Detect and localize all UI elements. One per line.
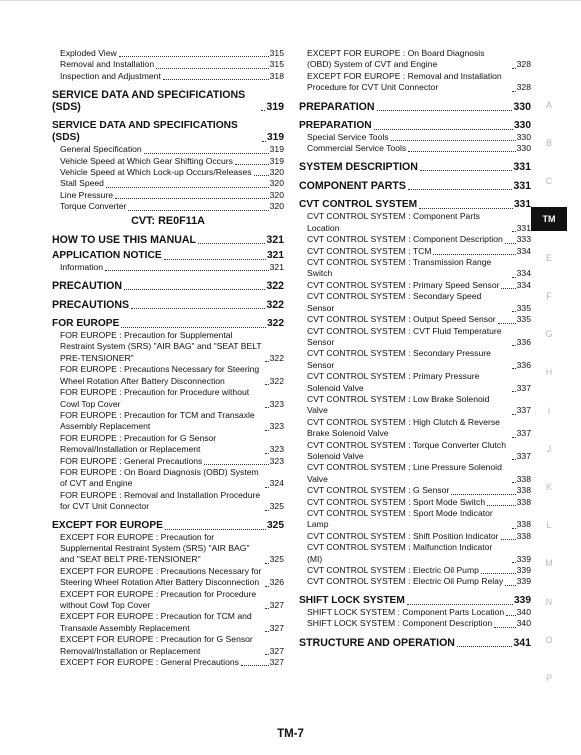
toc-entry-title: EXCEPT FOR EUROPE : Precaution for G Sensor Removal/Installation or Replacement xyxy=(60,634,253,656)
toc-entry-title: EXCEPT FOR EUROPE : Precaution for Procedure without Cowl Top Cover xyxy=(60,588,257,610)
toc-heading[interactable] xyxy=(299,180,531,192)
toc-entry-title: Commercial Service Tools xyxy=(307,143,407,154)
toc-page-number: 330 xyxy=(516,143,531,154)
toc-entry[interactable] xyxy=(299,348,531,371)
toc-entry-title: CVT CONTROL SYSTEM xyxy=(299,199,418,211)
toc-entry[interactable] xyxy=(299,565,531,576)
toc-entry-title: CVT CONTROL SYSTEM : High Clutch & Reverse Brake Solenoid Valve xyxy=(307,416,500,439)
toc-entry[interactable] xyxy=(299,462,531,485)
toc-left-column xyxy=(52,48,284,668)
toc-entry-title: Removal and Installation xyxy=(60,59,155,70)
toc-entry[interactable] xyxy=(52,262,284,273)
toc-page-number: 322 xyxy=(267,318,284,330)
toc-page-number: 324 xyxy=(269,478,284,489)
spacer xyxy=(299,588,531,595)
dot-leader xyxy=(128,210,268,211)
toc-heading[interactable] xyxy=(52,280,284,292)
toc-page-number: 319 xyxy=(266,101,284,114)
dot-leader xyxy=(156,68,269,69)
toc-entry[interactable] xyxy=(299,618,531,629)
toc-entry-title: FOR EUROPE : On Board Diagnosis (OBD) System of CVT and Engine xyxy=(60,466,259,489)
toc-entry-title: Information xyxy=(60,261,103,272)
toc-heading[interactable] xyxy=(52,250,284,262)
dot-leader xyxy=(265,586,269,587)
toc-entry-title: EXCEPT FOR EUROPE : On Board Diagnosis (OBD) System of CVT and Engine xyxy=(307,48,485,70)
toc-page-number: 321 xyxy=(266,233,284,246)
toc-entry-title: SHIFT LOCK SYSTEM xyxy=(299,594,405,606)
toc-entry[interactable] xyxy=(299,280,531,291)
toc-entry-title: CVT CONTROL SYSTEM : Sport Mode Switch xyxy=(307,496,486,507)
toc-page-number: 338 xyxy=(516,485,531,496)
toc-heading[interactable] xyxy=(52,299,284,311)
spacer xyxy=(52,311,284,318)
dot-leader xyxy=(265,608,269,609)
dot-leader xyxy=(265,384,269,385)
toc-entry-title: Inspection and Adjustment xyxy=(60,70,161,81)
toc-entry[interactable] xyxy=(299,71,531,94)
toc-page-number: 337 xyxy=(516,450,531,461)
toc-entry[interactable] xyxy=(52,201,284,212)
toc-entry-title: APPLICATION NOTICE xyxy=(52,249,162,261)
dot-leader xyxy=(124,289,265,290)
section-tab-m[interactable]: M xyxy=(545,558,553,569)
manual-section-title: CVT: RE0F11A xyxy=(131,214,205,227)
toc-right-column xyxy=(299,48,531,649)
toc-entry-title: FOR EUROPE : Precaution for Supplemental Restraint System (SRS) "AIR BAG" and "SEAT BELT PRE-TENSIONER" xyxy=(60,330,262,363)
toc-page-number: 327 xyxy=(269,645,284,656)
dot-leader xyxy=(505,243,516,244)
section-tab-g[interactable]: G xyxy=(545,329,553,340)
dot-leader xyxy=(512,231,516,232)
toc-entry-title: EXCEPT FOR EUROPE : Precaution for Supplemental Restraint System (SRS) "AIR BAG" and "SEAT BELT PRE-TENSIONER" xyxy=(60,531,250,565)
toc-page-number: 341 xyxy=(513,636,531,649)
toc-heading[interactable] xyxy=(52,120,284,144)
toc-entry-title: CVT CONTROL SYSTEM : Sport Mode Indicator Lamp xyxy=(307,508,493,530)
toc-heading[interactable] xyxy=(299,637,531,649)
toc-entry[interactable] xyxy=(52,611,284,634)
toc-page-number: 320 xyxy=(269,201,284,212)
toc-page-number: 320 xyxy=(269,167,284,178)
toc-heading[interactable] xyxy=(299,161,531,173)
toc-entry-title: FOR EUROPE : Precaution for TCM and Transaxle Assembly Replacement xyxy=(60,409,255,432)
toc-entry-title: PRECAUTIONS xyxy=(52,299,130,312)
dot-leader xyxy=(481,573,516,574)
toc-page-number: 334 xyxy=(516,245,531,256)
toc-entry[interactable] xyxy=(52,156,284,167)
toc-entry[interactable] xyxy=(299,132,531,143)
dot-leader xyxy=(408,189,512,190)
section-tab-f[interactable]: F xyxy=(546,291,552,301)
toc-entry-title: General Specification xyxy=(60,144,142,155)
dot-leader xyxy=(106,187,269,188)
toc-page-number: 319 xyxy=(269,144,284,155)
toc-page-number: 326 xyxy=(269,577,284,588)
toc-heading[interactable] xyxy=(52,234,284,246)
toc-page-number: 336 xyxy=(516,336,531,347)
toc-entry[interactable] xyxy=(52,589,284,612)
toc-entry-title: CVT CONTROL SYSTEM : Malfunction Indicator (MI) xyxy=(307,542,493,564)
toc-entry-title: CVT CONTROL SYSTEM : Component Description xyxy=(307,234,503,245)
toc-page-number: 325 xyxy=(269,554,284,565)
toc-page-number: 336 xyxy=(516,359,531,370)
toc-page-number: 340 xyxy=(516,606,531,617)
toc-page-number: 315 xyxy=(269,59,284,70)
section-tab-i[interactable]: I xyxy=(547,405,551,416)
toc-page-number: 335 xyxy=(516,314,531,325)
toc-entry-title: EXCEPT FOR EUROPE : Precaution for TCM and Transaxle Assembly Replacement xyxy=(60,611,252,633)
toc-heading[interactable] xyxy=(52,318,284,330)
dot-leader xyxy=(144,153,269,154)
toc-page-number: 333 xyxy=(516,234,531,245)
top-rule xyxy=(0,0,581,1)
toc-page-number: 331 xyxy=(513,161,531,174)
toc-entry[interactable] xyxy=(299,234,531,245)
toc-page-number: 323 xyxy=(269,421,284,432)
toc-entry[interactable] xyxy=(52,410,284,433)
dot-leader xyxy=(165,529,266,530)
dot-leader xyxy=(407,604,513,605)
dot-leader xyxy=(163,79,269,80)
dot-leader xyxy=(505,585,515,586)
toc-page-number: 331 xyxy=(513,180,531,193)
toc-page-number: 320 xyxy=(269,178,284,189)
toc-page-number: 330 xyxy=(513,100,531,113)
dot-leader xyxy=(512,68,516,69)
page-number: TM-7 xyxy=(277,728,304,740)
toc-entry-title: Special Service Tools xyxy=(307,131,389,142)
toc-entry-title: Vehicle Speed at Which Lock-up Occurs/Releases xyxy=(60,167,252,178)
toc-entry[interactable] xyxy=(299,508,531,531)
toc-page-number: 315 xyxy=(269,48,284,58)
dot-leader xyxy=(265,453,269,454)
toc-page-number: 328 xyxy=(516,59,531,70)
toc-page-number: 325 xyxy=(267,519,284,531)
dot-leader xyxy=(433,254,515,255)
toc-page-number: 339 xyxy=(516,565,531,576)
toc-entry-title: CVT CONTROL SYSTEM : Secondary Speed Sensor xyxy=(307,291,482,313)
toc-entry[interactable] xyxy=(299,314,531,325)
toc-heading[interactable] xyxy=(299,101,531,113)
dot-leader xyxy=(265,563,269,564)
toc-entry[interactable] xyxy=(299,326,531,349)
dot-leader xyxy=(512,311,516,312)
dot-leader xyxy=(121,327,266,328)
toc-entry-title: CVT CONTROL SYSTEM : Primary Pressure Solenoid Valve xyxy=(307,371,480,393)
dot-leader xyxy=(241,665,269,666)
toc-entry[interactable] xyxy=(299,542,531,565)
dot-leader xyxy=(115,198,269,199)
section-tab-j[interactable]: J xyxy=(546,443,552,454)
toc-page-number: 339 xyxy=(516,576,531,587)
toc-entry[interactable] xyxy=(52,144,284,155)
toc-page-number: 331 xyxy=(516,222,531,233)
toc-page-number: 323 xyxy=(269,455,284,466)
toc-page-number: 335 xyxy=(516,302,531,313)
dot-leader xyxy=(512,528,516,529)
toc-entry[interactable] xyxy=(299,531,531,542)
toc-page-number: 322 xyxy=(266,299,284,312)
toc-page-number: 334 xyxy=(516,279,531,290)
toc-page-number: 338 xyxy=(516,496,531,507)
dot-leader xyxy=(164,259,266,260)
toc-page-number: 318 xyxy=(269,70,284,81)
toc-entry-title: SYSTEM DESCRIPTION xyxy=(299,161,418,174)
toc-entry[interactable] xyxy=(52,433,284,456)
spacer xyxy=(52,273,284,280)
toc-entry-title: STRUCTURE AND OPERATION xyxy=(299,636,455,649)
dot-leader xyxy=(262,141,266,142)
dot-leader xyxy=(451,494,515,495)
toc-entry-title: SHIFT LOCK SYSTEM : Component Description xyxy=(307,618,493,629)
dot-leader xyxy=(457,646,512,647)
toc-page-number: 322 xyxy=(266,280,284,293)
dot-leader xyxy=(494,627,516,628)
toc-entry[interactable] xyxy=(299,257,531,280)
spacer xyxy=(299,630,531,637)
toc-entry[interactable] xyxy=(52,657,284,668)
toc-entry[interactable] xyxy=(52,71,284,82)
dot-leader xyxy=(512,437,516,438)
toc-entry[interactable] xyxy=(299,291,531,314)
spacer xyxy=(299,192,531,199)
toc-entry-title: FOR EUROPE : Removal and Installation Procedure for CVT Unit Connector xyxy=(60,489,261,512)
toc-entry-title: CVT CONTROL SYSTEM : Transmission Range Switch xyxy=(307,257,492,279)
toc-entry[interactable] xyxy=(52,456,284,467)
spacer xyxy=(299,154,531,161)
dot-leader xyxy=(204,464,268,465)
toc-entry-title: EXCEPT FOR EUROPE : General Precautions xyxy=(60,657,239,668)
dot-leader xyxy=(501,539,516,540)
toc-entry-title: SERVICE DATA AND SPECIFICATIONS (SDS) xyxy=(52,89,246,114)
toc-page-number: 323 xyxy=(269,444,284,455)
toc-page-number: 339 xyxy=(514,594,531,606)
toc-heading[interactable] xyxy=(299,199,531,211)
dot-leader xyxy=(265,654,269,655)
toc-entry-title: Vehicle Speed at Which Gear Shifting Occurs xyxy=(60,155,233,166)
toc-entry-title: PREPARATION xyxy=(299,119,372,131)
spacer xyxy=(52,82,284,89)
toc-entry-title: CVT CONTROL SYSTEM : Primary Speed Sensor xyxy=(307,279,500,290)
dot-leader xyxy=(265,510,269,511)
section-tab-c[interactable]: C xyxy=(545,176,553,187)
toc-entry-title: CVT CONTROL SYSTEM : Low Brake Solenoid Valve xyxy=(307,393,490,416)
toc-page-number: 337 xyxy=(516,382,531,393)
toc-entry[interactable] xyxy=(52,330,284,364)
toc-entry[interactable] xyxy=(299,440,531,463)
spacer xyxy=(299,173,531,180)
toc-page-number: 327 xyxy=(269,622,284,633)
toc-page-number: 338 xyxy=(516,519,531,530)
dot-leader xyxy=(391,140,516,141)
dot-leader xyxy=(512,459,516,460)
section-tab-l[interactable]: L xyxy=(546,520,552,531)
toc-entry[interactable] xyxy=(52,532,284,566)
section-tab-n[interactable]: N xyxy=(545,596,553,607)
toc-page-number: 321 xyxy=(269,261,284,272)
toc-heading[interactable] xyxy=(52,520,284,532)
dot-leader xyxy=(265,430,269,431)
toc-entry[interactable] xyxy=(299,417,531,440)
toc-entry-title: EXCEPT FOR EUROPE xyxy=(52,519,163,531)
section-tab-tm[interactable]: TM xyxy=(531,207,567,231)
toc-page-number: 330 xyxy=(514,119,531,131)
section-tab-p[interactable]: P xyxy=(545,673,552,683)
toc-entry[interactable] xyxy=(52,364,284,387)
toc-entry[interactable] xyxy=(52,387,284,410)
toc-entry-title: Exploded View xyxy=(60,48,117,58)
dot-leader xyxy=(408,151,515,152)
toc-page-number: 322 xyxy=(269,375,284,386)
toc-page-number: 327 xyxy=(269,657,284,668)
toc-entry[interactable] xyxy=(299,48,531,71)
dot-leader xyxy=(512,277,516,278)
toc-entry-title: EXCEPT FOR EUROPE : Removal and Installation Procedure for CVT Unit Connector xyxy=(307,70,502,93)
toc-entry-title: CVT CONTROL SYSTEM : Torque Converter Clutch Solenoid Valve xyxy=(307,439,506,461)
toc-entry-title: FOR EUROPE : Precautions Necessary for Steering Wheel Rotation After Battery Disconnection xyxy=(60,364,260,386)
toc-entry[interactable] xyxy=(299,246,531,257)
toc-entry[interactable] xyxy=(299,485,531,496)
dot-leader xyxy=(506,615,516,616)
toc-entry-title: FOR EUROPE xyxy=(52,318,120,330)
toc-entry-title: Stall Speed xyxy=(60,178,104,189)
section-tab-e[interactable]: E xyxy=(545,252,552,263)
dot-leader xyxy=(498,323,516,324)
dot-leader xyxy=(512,391,516,392)
toc-entry[interactable] xyxy=(299,211,531,234)
toc-entry-title: FOR EUROPE : Precaution for Procedure without Cowl Top Cover xyxy=(60,387,250,409)
dot-leader xyxy=(265,487,269,488)
toc-entry[interactable] xyxy=(52,167,284,178)
dot-leader xyxy=(261,110,265,111)
toc-entry[interactable] xyxy=(52,48,284,59)
toc-entry-title: PREPARATION xyxy=(299,100,375,113)
dot-leader xyxy=(501,288,515,289)
toc-entry-title: EXCEPT FOR EUROPE : Precautions Necessary for Steering Wheel Rotation After Battery Disconnection xyxy=(60,565,262,588)
spacer xyxy=(52,513,284,520)
toc-entry-title: Torque Converter xyxy=(60,201,127,212)
section-tab-k[interactable]: K xyxy=(545,482,552,492)
toc-entry[interactable] xyxy=(299,497,531,508)
toc-entry[interactable] xyxy=(52,178,284,189)
toc-page-number: 338 xyxy=(516,473,531,484)
toc-entry[interactable] xyxy=(299,143,531,154)
toc-entry-title: CVT CONTROL SYSTEM : Line Pressure Solenoid Valve xyxy=(307,462,502,484)
dot-leader xyxy=(254,175,269,176)
dot-leader xyxy=(487,505,516,506)
toc-page-number: 319 xyxy=(269,155,284,166)
spacer xyxy=(52,292,284,299)
section-tab-h[interactable]: H xyxy=(545,367,553,378)
toc-entry[interactable] xyxy=(52,467,284,490)
toc-entry-title: COMPONENT PARTS xyxy=(299,180,406,193)
toc-entry[interactable] xyxy=(299,394,531,417)
toc-page-number: 339 xyxy=(516,553,531,564)
toc-page-number: 327 xyxy=(269,600,284,610)
section-tab-b[interactable]: B xyxy=(545,138,552,149)
dot-leader xyxy=(119,56,269,57)
dot-leader xyxy=(512,368,516,369)
toc-entry-title: CVT CONTROL SYSTEM : Output Speed Sensor xyxy=(307,314,496,325)
dot-leader xyxy=(512,91,516,92)
spacer xyxy=(52,113,284,120)
toc-page-number: 325 xyxy=(269,501,284,512)
section-tab-o[interactable]: O xyxy=(545,634,553,645)
toc-entry-title: CVT CONTROL SYSTEM : Shift Position Indicator xyxy=(307,530,499,541)
toc-page-number: 320 xyxy=(269,189,284,200)
dot-leader xyxy=(374,129,513,130)
toc-entry-title: CVT CONTROL SYSTEM : Component Parts Location xyxy=(307,211,480,233)
toc-page-number: 319 xyxy=(267,132,284,144)
toc-page-number: 330 xyxy=(516,131,531,142)
spacer xyxy=(299,94,531,101)
toc-entry-title: CVT CONTROL SYSTEM : Electric Oil Pump xyxy=(307,565,479,576)
toc-page-number: 337 xyxy=(516,428,531,439)
toc-entry[interactable] xyxy=(52,190,284,201)
toc-entry-title: PRECAUTION xyxy=(52,280,123,293)
toc-entry-title: CVT CONTROL SYSTEM : Electric Oil Pump Relay xyxy=(307,576,504,587)
toc-entry-title: Line Pressure xyxy=(60,189,114,200)
toc-entry-title: HOW TO USE THIS MANUAL xyxy=(52,233,196,246)
dot-leader xyxy=(512,482,516,483)
dot-leader xyxy=(420,170,512,171)
dot-leader xyxy=(265,407,269,408)
toc-page-number: 328 xyxy=(516,82,531,93)
dot-leader xyxy=(198,243,265,244)
toc-entry-title: FOR EUROPE : Precaution for G Sensor Removal/Installation or Replacement xyxy=(60,432,217,455)
toc-page-number: 337 xyxy=(516,405,531,416)
toc-heading[interactable] xyxy=(299,595,531,607)
toc-entry-title: SHIFT LOCK SYSTEM : Component Parts Location xyxy=(307,606,505,617)
dot-leader xyxy=(265,361,269,362)
dot-leader xyxy=(419,208,513,209)
toc-page-number: 340 xyxy=(516,618,531,629)
toc-heading[interactable] xyxy=(299,120,531,132)
toc-entry-title: FOR EUROPE : General Precautions xyxy=(60,455,203,466)
toc-page-number: 322 xyxy=(269,352,284,363)
toc-entry-title: CVT CONTROL SYSTEM : Secondary Pressure Sensor xyxy=(307,348,491,370)
toc-page-number: 331 xyxy=(514,199,531,211)
section-tabs xyxy=(531,0,567,755)
toc-page-number: 323 xyxy=(269,398,284,409)
toc-entry-title: CVT CONTROL SYSTEM : TCM xyxy=(307,245,432,256)
dot-leader xyxy=(105,270,269,271)
dot-leader xyxy=(131,308,265,309)
spacer xyxy=(299,113,531,120)
dot-leader xyxy=(377,110,513,111)
dot-leader xyxy=(265,631,269,632)
toc-entry-title: CVT CONTROL SYSTEM : G Sensor xyxy=(307,485,450,496)
dot-leader xyxy=(512,345,516,346)
toc-entry[interactable] xyxy=(299,371,531,394)
toc-page-number: 338 xyxy=(516,530,531,541)
toc-entry[interactable] xyxy=(52,490,284,513)
toc-entry[interactable] xyxy=(299,607,531,618)
dot-leader xyxy=(235,164,269,165)
toc-entry-title: CVT CONTROL SYSTEM : CVT Fluid Temperature Sensor xyxy=(307,325,502,347)
dot-leader xyxy=(512,414,516,415)
toc-page-number: 334 xyxy=(516,268,531,279)
section-tab-a[interactable]: A xyxy=(545,100,552,110)
toc-entry[interactable] xyxy=(52,566,284,589)
toc-entry[interactable] xyxy=(299,576,531,587)
dot-leader xyxy=(512,562,516,563)
toc-entry[interactable] xyxy=(52,59,284,70)
toc-heading[interactable] xyxy=(52,89,284,113)
toc-entry[interactable] xyxy=(52,634,284,657)
toc-page-number: 321 xyxy=(267,249,284,261)
toc-entry-title: SERVICE DATA AND SPECIFICATIONS (SDS) xyxy=(52,120,238,144)
